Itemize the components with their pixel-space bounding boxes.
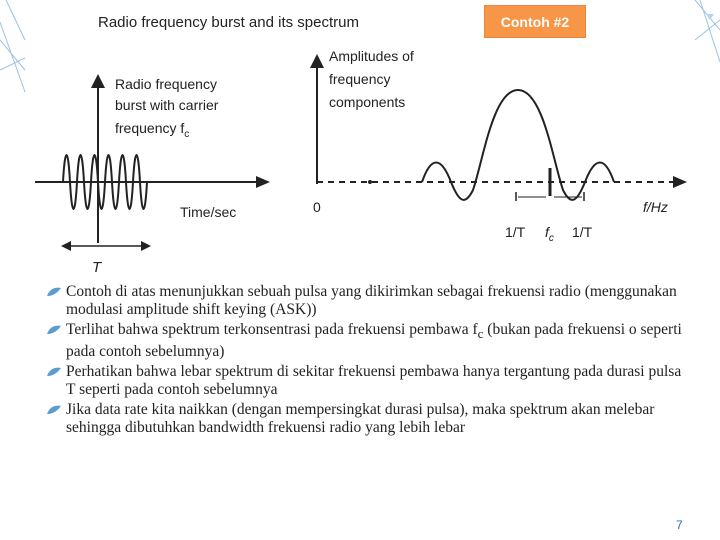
figure-title: Radio frequency burst and its spectrum xyxy=(98,14,359,31)
spectrum-axis-arrow xyxy=(310,54,324,68)
burst-label-sub: c xyxy=(184,129,190,140)
leaf-bullet-icon xyxy=(46,286,62,298)
bullet-text-2-before: Terlihat bahwa spektrum terkonsentrasi pada frekuensi pembawa f xyxy=(66,321,478,338)
svg-text:fc xyxy=(545,224,554,244)
origin-label: 0 xyxy=(313,199,321,215)
center-frequency-label: f xyxy=(545,224,549,240)
page-number: 7 xyxy=(676,518,683,532)
spectrum-figure xyxy=(27,6,692,274)
time-axis-arrow xyxy=(256,176,270,188)
burst-label-line-2: burst with carrier xyxy=(115,97,219,113)
duration-arrow-right-head xyxy=(141,241,151,251)
time-axis-label: Time/sec xyxy=(180,204,237,220)
left-bandwidth-label: 1/T xyxy=(505,224,526,240)
example-badge: Contoh #2 xyxy=(484,5,586,38)
bullet-text-4: Jika data rate kita naikkan (dengan mempersingkat durasi pulsa), maka spektrum akan melebar sehingga dibutuhkan bandwidth frekuensi radio yang lebih lebar xyxy=(66,401,655,437)
burst-label xyxy=(115,76,219,140)
frequency-axis-label: f/Hz xyxy=(643,199,668,215)
burst-label-line-1: Radio frequency xyxy=(115,76,217,92)
duration-arrow-left-head xyxy=(61,241,71,251)
leaf-bullet-icon xyxy=(46,404,62,416)
center-frequency-sub: c xyxy=(548,233,554,244)
bullet-text-3: Perhatikan bahwa lebar spektrum di sekitar frekuensi pembawa hanya tergantung pada durasi pulsa T seperti pada contoh sebelumnya xyxy=(66,363,682,399)
bullet-item xyxy=(46,321,686,361)
leaf-bullet-icon xyxy=(46,324,62,336)
spectrum-label-line-1: Amplitudes of xyxy=(329,48,414,64)
frequency-axis-arrow xyxy=(673,176,687,188)
bullet-item xyxy=(46,363,686,399)
bullet-text-2-after: (bukan pada frekuensi o seperti pada contoh sebelumnya) xyxy=(66,321,682,361)
duration-label: T xyxy=(92,259,102,274)
right-bandwidth-label: 1/T xyxy=(572,224,593,240)
leaf-bullet-icon xyxy=(46,366,62,378)
spectrum-label-line-2: frequency xyxy=(329,71,391,87)
bullet-item xyxy=(46,283,686,319)
spectrum-label xyxy=(329,48,414,110)
bullet-text-1: Contoh di atas menunjukkan sebuah pulsa yang dikirimkan sebagai frekuensi radio (menggunakan modulasi amplitude shift keying (ASK)) xyxy=(66,283,677,318)
sinc-spectrum-curve xyxy=(422,90,614,200)
amplitude-axis-arrow xyxy=(91,74,105,88)
spectrum-label-line-3: components xyxy=(329,94,406,110)
bullet-item xyxy=(46,401,686,437)
bullet-list xyxy=(46,283,686,439)
origin-marker xyxy=(368,180,372,184)
bullet-text-2-sub: c xyxy=(477,326,484,342)
burst-label-line-3: frequency f xyxy=(115,120,185,136)
svg-text:frequency fc xyxy=(115,120,189,140)
